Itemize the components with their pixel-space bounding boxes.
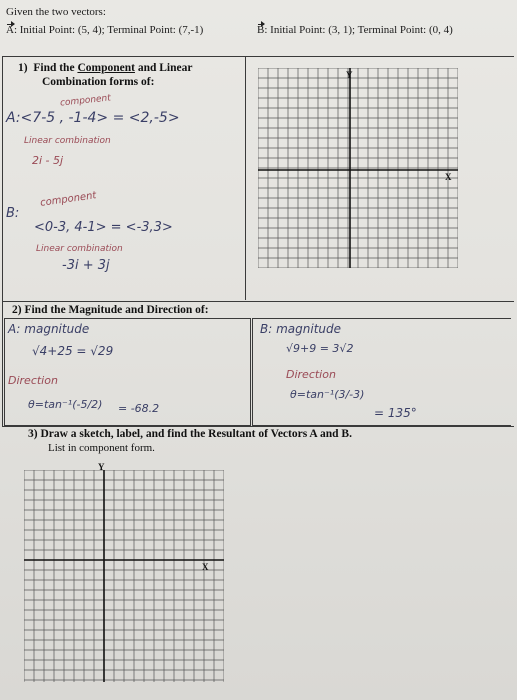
vector-b-definition xyxy=(257,24,453,36)
vector-a-points: : Initial Point: (5, 4); Terminal Point: (7,-1) xyxy=(13,24,204,36)
a-linear-label: Linear combination xyxy=(24,136,111,146)
b-label: B: xyxy=(6,206,20,221)
coordinate-grid-1 xyxy=(258,68,458,268)
b-magnitude-label: B: magnitude xyxy=(260,322,341,336)
b-component-label: component xyxy=(39,190,98,209)
vector-a-symbol: A xyxy=(6,24,14,36)
b-component-form: <0-3, 4-1> = <-3,3> xyxy=(34,220,173,235)
question-2-title: 2) Find the Magnitude and Direction of: xyxy=(12,304,209,316)
a-component-form: A:<7-5 , -1-4> = <2,-5> xyxy=(6,110,180,126)
a-direction-label: Direction xyxy=(8,374,58,387)
question-1-title: 1) Find the Component and Linear xyxy=(18,62,193,74)
grid-1-x-axis-label: X xyxy=(445,172,452,182)
section-1-divider xyxy=(245,56,246,300)
question-3-title: 3) Draw a sketch, label, and find the Resultant of Vectors A and B. xyxy=(28,428,352,440)
vector-a-definition xyxy=(6,24,203,36)
b-direction-value: = 135° xyxy=(374,406,417,420)
b-linear-label: Linear combination xyxy=(36,244,123,254)
b-direction-label: Direction xyxy=(286,368,336,381)
a-linear-form: 2i - 5j xyxy=(32,154,64,167)
vector-b-points: : Initial Point: (3, 1); Terminal Point: (0, 4) xyxy=(264,24,453,36)
a-magnitude-label: A: magnitude xyxy=(8,322,90,336)
b-linear-form: -3i + 3j xyxy=(62,258,110,273)
question-3-subtitle: List in component form. xyxy=(48,442,155,454)
intro-text: Given the two vectors: xyxy=(6,6,106,18)
vector-b-symbol: B xyxy=(257,24,265,36)
a-direction-value: = -68.2 xyxy=(118,402,160,415)
b-magnitude-value: √9+9 = 3√2 xyxy=(286,342,354,355)
question-1-title-line2: Combination forms of: xyxy=(42,76,155,88)
a-magnitude-value: √4+25 = √29 xyxy=(32,344,114,358)
coordinate-grid-2 xyxy=(24,470,224,682)
b-direction-formula: θ=tan⁻¹(3/-3) xyxy=(290,388,365,401)
grid-2-x-axis-label: X xyxy=(202,562,209,572)
grid-1-y-axis-label: Y xyxy=(346,70,353,80)
a-direction-formula: θ=tan⁻¹(-5/2) xyxy=(28,398,103,411)
grid-2-y-axis-label: Y xyxy=(98,462,105,472)
a-component-label: component xyxy=(59,93,112,109)
